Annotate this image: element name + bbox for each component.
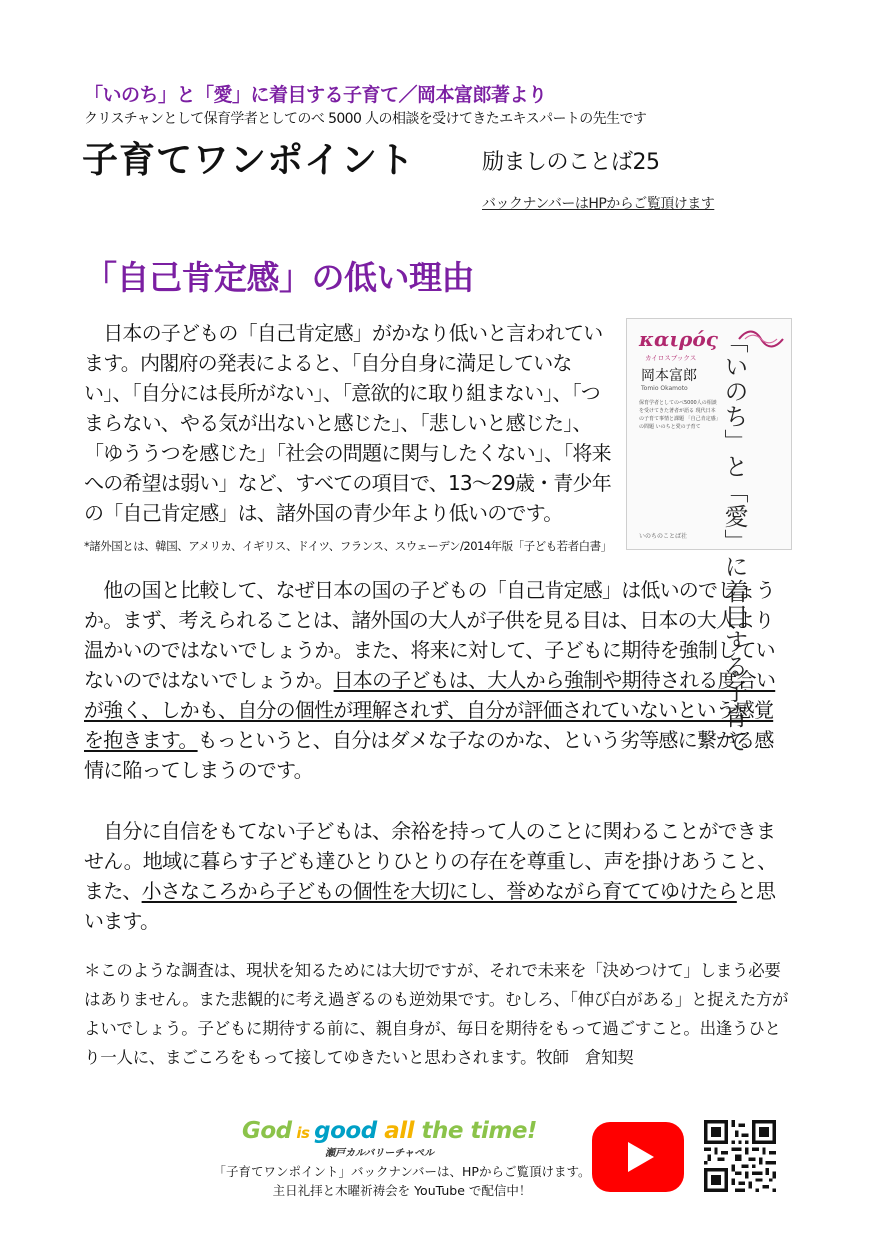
footer-youtube-note: 主日礼拝と木曜祈祷会を YouTube で配信中！ xyxy=(272,1183,532,1198)
slogan-word: good xyxy=(314,1118,377,1144)
paragraph-3 xyxy=(84,816,792,936)
slogan-word: God xyxy=(242,1118,292,1144)
book-blurb: 保育学者としてのべ5000人の相談を受けてきた著者が語る 現代日本の子育て事情と課題 「自己肯定感」の問題 いのちと愛の子育て xyxy=(639,400,719,430)
qr-code-icon[interactable] xyxy=(704,1120,776,1192)
footnote: *諸外国とは、韓国、アメリカ、イギリス、ドイツ、フランス、スウェーデン/2014年版「子ども若者白書」 xyxy=(84,539,612,553)
book-publisher: いのちのことば社 xyxy=(639,533,688,540)
slogan-word: time! xyxy=(462,1118,537,1144)
pastor-note: ＊このような調査は、現状を知るためには大切ですが、それで未来を「決めつけて」しまう必要はありません。また悲観的に考え過ぎるのも逆効果です。むしろ、「伸び白がある」と捉えた方がよいでしょう。子どもに期待する前に、親自身が、毎日を期待をもって過ごすこと。出逢うひとり一人に、まごころをもって接してゆきたいと思わされます。牧師 倉知契 xyxy=(84,961,789,1067)
book-author-english: Tomio Okamoto xyxy=(641,385,688,392)
church-slogan-logo xyxy=(242,1118,537,1144)
paragraph-3-text-end: と思います。 xyxy=(84,879,776,933)
church-name: 瀬戸カルバリーチャペル xyxy=(325,1148,434,1159)
author-description: クリスチャンとして保育学者としてのべ 5000 人の相談を受けてきたエキスパートの先生です xyxy=(84,111,647,127)
paragraph-2-text: 他の国と比較して、なぜ日本の国の子どもの「自己肯定感」は低いのでしょうか。まず、考えられることは、諸外国の大人が子供を見る目は、日本の大人より温かいのではないでしょうか。また、将来に対して、子どもに期待を強制していないのではないでしょうか。 xyxy=(84,578,775,692)
book-series-label: カイロスブックス xyxy=(645,354,697,362)
series-title: 子育てワンポイント xyxy=(82,140,416,181)
book-cover-image xyxy=(626,318,792,754)
series-source-heading: 「いのち」と「愛」に着目する子育て／岡本富郎著より xyxy=(84,84,547,106)
issue-label: 励ましのことば25 xyxy=(482,150,660,175)
slogan-word: the xyxy=(421,1118,463,1144)
article-title: 「自己肯定感」の低い理由 xyxy=(84,258,474,297)
paragraph-1: 日本の子どもの「自己肯定感」がかなり低いと言われています。内閣府の発表によると、「自分自身に満足していない」、「自分には長所がない」、「意欲的に取り組まない」、「つまらない、やる気が出ないと感じた」、「悲しいと感じた」、「ゆううつを感じた」「社会の問題に関与したくない」、「将来への希望は弱い」など、すべての項目で、13～29歳・青少年の「自己肯定感」は、諸外国の青少年より低いのです。 xyxy=(84,321,611,525)
book-author: 岡本富郎 xyxy=(641,368,697,384)
paragraph-2-text-end: もっというと、自分はダメな子なのかな、という劣等感に繋がる感情に陥ってしまうのです。 xyxy=(84,728,774,782)
paragraph-3-emphasis: 小さなころから子どもの個性を大切にし、誉めながら育ててゆけたら xyxy=(141,879,737,903)
book-title: 「いのち」と「愛」に着目する子育て xyxy=(720,329,748,754)
slogan-word: all xyxy=(376,1118,422,1144)
slogan-word: is xyxy=(291,1124,315,1142)
paragraph-3-text: 自分に自信をもてない子どもは、余裕を持って人のことに関わることができません。地域に暮らす子ども達ひとりひとりの存在を尊重し、声を掛けあうこと、また、 xyxy=(84,819,777,903)
youtube-play-icon[interactable] xyxy=(592,1122,684,1192)
footer-backnumber-note: 「子育てワンポイント」バックナンバーは、HPからご覧頂けます。 xyxy=(213,1164,591,1179)
paragraph-2 xyxy=(84,575,792,785)
paragraph-2-emphasis: 日本の子どもは、大人から強制や期待される度合いが強く、しかも、自分の個性が理解されず、自分が評価されていないという感覚を抱きます。 xyxy=(84,668,776,752)
backnumber-link[interactable]: バックナンバーはHPからご覧頂けます xyxy=(482,196,715,212)
book-publisher-logo: καιρός xyxy=(639,327,718,351)
